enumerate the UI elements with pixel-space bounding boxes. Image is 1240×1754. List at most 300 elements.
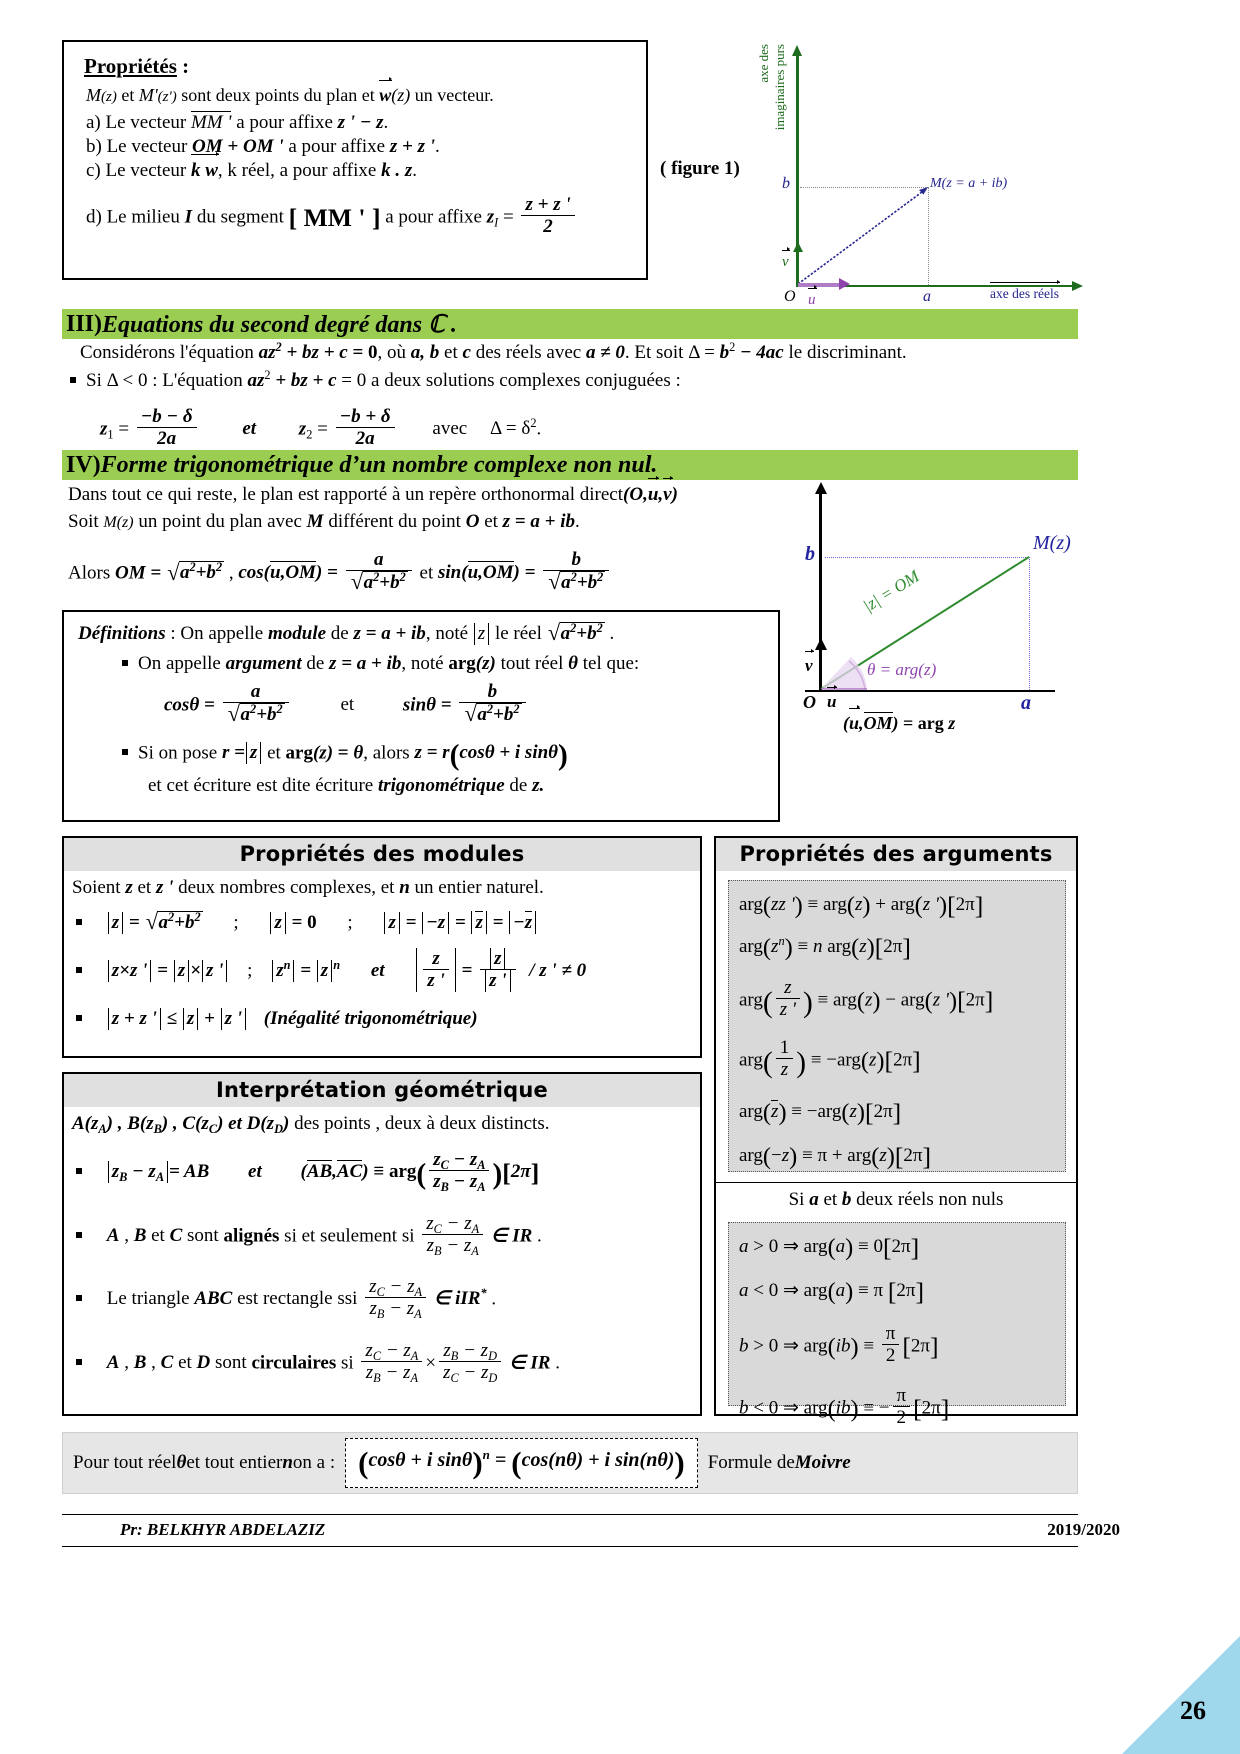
section3-title: Equations du second degré dans ℂ .: [102, 311, 457, 338]
figure1-b-text: b: [782, 175, 790, 192]
intro-tail: un vecteur.: [410, 85, 494, 105]
figure1-caption-text: ( figure 1): [660, 158, 740, 179]
definitions-line1: [78, 622, 764, 645]
mod-r2f3: $\frac{z}{z '}$ = $\frac{z}{z '}$: [415, 960, 518, 981]
arg-sign-3: b > 0 ⇒ arg(ib) ≡ $\frac{\pi}{2}$ [2π]: [739, 1323, 939, 1367]
def-cos-num: a: [250, 681, 261, 702]
def-b1d: tout réel: [495, 653, 569, 674]
geom-r4c: ∈ IR: [504, 1351, 551, 1373]
figure2-u-text: u: [827, 692, 837, 711]
section4-title: Forme trigonométrique d’un nombre complexe non nul.: [100, 451, 658, 478]
geom-title-text: Interprétation géométrique: [215, 1078, 548, 1102]
footer-author-name: BELKHYR ABDELAZIZ: [146, 1520, 326, 1539]
mod-r3f1: z + z ' ≤ z + z ': [107, 1008, 247, 1029]
s4-sin-frac: [543, 549, 609, 594]
arguments-title: [716, 838, 1076, 871]
figure2-v-text: v: [805, 656, 813, 675]
definitions-box: [62, 610, 780, 822]
geom-r4frac1: $\frac{z_C - z_A}{z_B - z_A}$: [358, 1352, 425, 1373]
bullet-icon: [76, 1015, 82, 1021]
intro-zp: (z'): [157, 89, 177, 105]
geom-r3a: Le triangle ABC est rectangle ssi: [106, 1288, 363, 1310]
geom-row-2: A , B et C sont alignés si et seulement si $\frac{z_C - z_A}{z_B - z_A}$ ∈ IR .: [64, 1193, 700, 1257]
definitions-bullet2: [122, 740, 764, 773]
proprietes-item-b: [86, 136, 632, 158]
geom-intro-t: des points , deux à deux distincts.: [294, 1113, 550, 1134]
mod-zp: z ': [155, 877, 174, 898]
definitions-bullet1: [122, 653, 764, 675]
s4-l2d: et: [479, 511, 503, 532]
s3-abc: a, b: [410, 342, 440, 363]
arg-sub-c: deux réels non nuls: [851, 1189, 1004, 1210]
geometric-box: [62, 1072, 702, 1416]
item-c-formula: k . z: [381, 160, 413, 181]
proprietes-intro: [86, 85, 632, 106]
section4-line1: [68, 484, 808, 506]
def-sin-lhs: sinθ =: [402, 694, 457, 716]
def-b2c: , alors: [363, 742, 415, 764]
figure1-a-label: [923, 288, 931, 306]
footer-rule-2: [62, 1546, 1078, 1547]
section3-header: [62, 309, 1078, 339]
item-d-sub: I: [494, 215, 499, 230]
def-r: r = z: [222, 742, 262, 763]
modules-title: [64, 838, 700, 871]
item-d-lhs: z: [486, 206, 495, 228]
arg-formula-4: arg( $\frac{1}{z}$ ) ≡ −arg(z)[2π]: [739, 1036, 921, 1080]
item-d-fraction: [521, 194, 574, 238]
s3-l1b: , où: [377, 342, 411, 363]
geom-r1et: et: [248, 1161, 262, 1183]
page-number: [1180, 1696, 1206, 1726]
s3-z2: z: [298, 418, 307, 440]
figure1-y-label-2: imaginaires purs: [772, 44, 787, 131]
mod-n: n: [399, 877, 410, 898]
s3-b1cond: Δ < 0: [106, 370, 148, 391]
s4-O: O: [465, 511, 480, 532]
item-d-mid2: a pour affixe: [380, 206, 487, 228]
s4-cos-den: √ $a^2+b^2$: [351, 571, 408, 593]
def-b1b: de: [301, 653, 330, 674]
moivre-strip: [62, 1432, 1078, 1494]
item-b-mid: a pour affixe: [283, 136, 390, 157]
figure2: [805, 480, 1090, 765]
item-c-before: Le vecteur: [105, 160, 191, 181]
moivre-lead-a: Pour tout réel: [73, 1452, 177, 1473]
arg-sub-ab: a: [809, 1189, 819, 1210]
s4-sin: sin(u,OM) =: [438, 562, 541, 584]
bullet-icon: [76, 967, 82, 973]
geom-r3frac: $\frac{z_C - z_A}{z_B - z_A}$: [362, 1288, 429, 1309]
figure2-theta-text: θ = arg(z): [867, 660, 937, 679]
item-a-vector: MM ': [190, 112, 232, 133]
s4-cos-num: a: [373, 549, 384, 570]
item-c-label: c): [86, 160, 101, 181]
item-a-after: .: [383, 112, 389, 133]
item-d-segment: [ MM ' ]: [288, 203, 381, 233]
geom-r2frac: $\frac{z_C - z_A}{z_B - z_A}$: [419, 1225, 486, 1246]
arguments-title-text: Propriétés des arguments: [739, 842, 1053, 866]
figure1-u-label: [808, 292, 816, 309]
def-b2a: Si on pose: [138, 742, 222, 764]
item-c-mid: , k réel, a pour affixe: [217, 160, 382, 181]
moivre-theta: θ: [176, 1452, 187, 1473]
s4-sqrt1: √ $a^2+b^2$: [167, 561, 224, 584]
moivre-name: Moivre: [794, 1452, 851, 1473]
arg-sub-b: et: [818, 1189, 842, 1210]
def-b2l2a: et cet écriture est dite écriture: [148, 774, 378, 796]
mod-r2f4: / z ' ≠ 0: [529, 960, 587, 982]
footer-year-text: 2019/2020: [1047, 1520, 1120, 1539]
figure1-a-text: a: [923, 288, 931, 305]
s3-l1c: et: [439, 342, 463, 363]
s4-comma: ,: [224, 562, 239, 584]
arg-sub-bb: b: [841, 1189, 852, 1210]
figure2-origin-text: O: [803, 692, 816, 712]
section4-line3: [68, 549, 808, 594]
s3-b1c: a deux solutions complexes conjuguées :: [366, 370, 681, 391]
item-d-I: I: [184, 206, 193, 228]
item-b-vector: OM + OM ': [192, 136, 284, 157]
intro-Mp: M': [138, 85, 158, 105]
mod-r2f2: $z^n = z$ $^n$: [271, 960, 340, 981]
s3-l1a: Considérons l'équation: [80, 342, 259, 363]
item-d-label: d): [86, 206, 102, 228]
s4-sin-den: √ $a^2+b^2$: [548, 571, 605, 593]
def-l1c: , noté: [425, 623, 473, 644]
moivre-n: n: [282, 1452, 293, 1473]
def-title: Définitions: [78, 623, 166, 644]
figure1-point-text: M(z = a + ib): [930, 176, 1008, 191]
def-cos-frac: [223, 681, 289, 726]
s4-sin-num: b: [571, 549, 581, 570]
s3-z1sub: 1: [107, 427, 114, 442]
figure1-u-vector-line: [798, 283, 840, 287]
arguments-subtitle: [716, 1182, 1076, 1211]
def-l1a: On appelle: [180, 623, 268, 644]
section3-number: III): [66, 310, 103, 337]
mod-r1s2: ;: [347, 912, 353, 933]
def-trig: trigonométrique: [377, 774, 505, 796]
s4-mz: M(z): [103, 514, 134, 531]
geom-r3b: ∈ iIR*: [429, 1286, 487, 1310]
def-arg: argument: [225, 653, 302, 674]
figure1-u-text: u: [808, 292, 816, 308]
s4-l2b: un point du plan avec: [133, 511, 307, 532]
section3-solutions: $z_1$ = $\frac{-b - \delta}{2a}$ et $z_2$ = $\frac{-b + \delta}{2a}$ avec $\Delta = \delta^2$.: [100, 406, 542, 450]
item-d-before: Le milieu: [106, 206, 185, 228]
intro-M: M: [86, 85, 101, 105]
s3-avec: avec: [432, 418, 468, 440]
def-module: module: [267, 623, 327, 644]
s4-M: M: [306, 511, 324, 532]
modules-box: [62, 836, 702, 1058]
s4-z: z = a + ib: [502, 511, 575, 532]
s3-cc: c: [462, 342, 471, 363]
figure1-caption: [660, 158, 740, 180]
figure1-v-text: v: [782, 254, 789, 270]
proprietes-title-text: Propriétés: [84, 54, 177, 78]
mod-r1f1: z = √ $a^2+b^2$: [107, 912, 203, 933]
arg-sign-2: a < 0 ⇒ arg(a) ≡ π [2π]: [739, 1277, 925, 1306]
figure2-theta-label: [867, 660, 936, 680]
def-l1e: .: [604, 623, 615, 644]
item-b-formula: z + z ': [389, 136, 435, 157]
s4-cos: cos(u,OM) =: [238, 562, 343, 584]
mod-id: un entier naturel.: [409, 877, 544, 898]
mod-r3note: (Inégalité trigonométrique): [263, 1007, 478, 1029]
s3-z2sub: 2: [306, 427, 313, 442]
figure2-v-label: [805, 656, 813, 676]
footer-author-prefix: Pr:: [120, 1520, 147, 1539]
s4-l2e: .: [574, 511, 580, 532]
bullet-icon: [76, 1359, 82, 1365]
figure1-x-axis-text: axe des réels: [990, 286, 1059, 301]
s3-z2num: −b + δ: [339, 406, 391, 427]
section4-line2: [68, 511, 808, 533]
s3-l1e: . Et soit: [624, 342, 689, 363]
def-et: et: [340, 694, 355, 716]
figure2-v-arrow: [815, 638, 827, 650]
mod-ic: deux nombres complexes, et: [173, 877, 400, 898]
def-form: z = r(cosθ + i sinθ): [414, 739, 568, 772]
def-l1d: le réel: [490, 623, 547, 644]
section4-header: [62, 450, 1078, 480]
def-sin-den: √ $a^2+b^2$: [464, 703, 521, 725]
s3-z2-frac: [336, 406, 395, 450]
geom-r2c: ∈ IR: [486, 1224, 533, 1246]
item-d-num: z + z ': [525, 194, 571, 215]
proprietes-title-colon: :: [176, 54, 190, 78]
s3-b1b: : L'équation: [147, 370, 248, 391]
def-sqrt: √ $a^2+b^2$: [548, 622, 605, 645]
arg-sign-1: a > 0 ⇒ arg(a) ≡ 0[2π]: [739, 1233, 920, 1262]
s3-z1den: 2a: [137, 427, 197, 449]
proprietes-box: [62, 40, 648, 280]
proprietes-item-c: [86, 160, 632, 182]
figure2-a-text: a: [1021, 692, 1031, 714]
geom-row-4: A , B , C et D sont circulaires si $\frac{z_C - z_A}{z_B - z_A}$ × $\frac{z_B - z_D}{z_C - z_D}$ ∈ IR .: [64, 1320, 700, 1384]
geom-row-3: Le triangle ABC est rectangle ssi $\frac{z_C - z_A}{z_B - z_A}$ ∈ iIR* .: [64, 1256, 700, 1320]
mod-ia: Soient: [72, 877, 126, 898]
geom-r1b: (AB,AC) ≡ arg( $\frac{z_C - z_A}{z_B - z_A}$ )[2π]: [300, 1149, 540, 1195]
figure1-v-arrow: [793, 242, 803, 252]
def-b2b: et: [262, 742, 286, 764]
item-c-vector: k w: [190, 160, 218, 181]
def-argeq: arg(z) = θ: [285, 742, 364, 764]
bullet-icon: [76, 1232, 82, 1238]
footer-year: [1047, 1520, 1120, 1540]
figure1-x-axis-label: [990, 286, 1059, 302]
item-c-after: .: [412, 160, 418, 181]
s3-z2den: 2a: [336, 427, 395, 449]
geom-title: [64, 1074, 700, 1107]
modules-row-3: [64, 992, 700, 1030]
s4-l2a: Soit: [68, 511, 104, 532]
modules-intro: [64, 871, 700, 899]
figure1-om-vector: [760, 42, 1090, 292]
section3-bullet1: [70, 370, 1080, 392]
item-d-eq: =: [498, 206, 519, 228]
figure1-y-label-1: axe des: [756, 44, 771, 83]
s3-disc: $\Delta = b^2 - 4ac$: [688, 340, 784, 363]
figure2-point-label: [1033, 532, 1071, 555]
item-b-label: b): [86, 136, 102, 157]
page-number-text: 26: [1180, 1696, 1206, 1725]
geom-r2b: si et seulement si: [279, 1224, 420, 1246]
geom-row-1: [64, 1135, 700, 1193]
definitions-formulas: [164, 681, 764, 726]
bullet-icon: [70, 377, 76, 383]
intro-text: sont deux points du plan et: [176, 85, 380, 105]
item-b-after: .: [435, 136, 440, 157]
def-cos-lhs: cosθ =: [164, 694, 220, 716]
s3-l1f: le discriminant.: [783, 342, 907, 363]
bullet-icon: [122, 660, 128, 666]
def-l1b: de: [326, 623, 354, 644]
arg-formula-6: arg(−z) ≡ π + arg(z)[2π]: [739, 1142, 932, 1172]
footer-author: [120, 1520, 325, 1540]
geom-r4frac2: $\frac{z_B - z_D}{z_C - z_D}$: [436, 1352, 504, 1373]
arguments-formula-group: [728, 880, 1066, 1172]
s3-et: et: [242, 418, 257, 440]
geom-r2a: A , B et C sont: [106, 1224, 224, 1246]
s4-et: et: [414, 562, 438, 584]
moivre-lead-c: on a :: [292, 1452, 336, 1473]
arguments-sign-group: [728, 1222, 1066, 1428]
figure1-v-label: [782, 254, 789, 271]
geom-r1a: $z_B - z_A$ = AB: [107, 1161, 210, 1182]
bullet-icon: [76, 1168, 82, 1174]
item-b-before: Le vecteur: [106, 136, 193, 157]
geom-r2bold: alignés: [223, 1224, 280, 1246]
intro-z: (z): [101, 89, 117, 105]
s3-l1d: des réels avec: [470, 342, 586, 363]
bullet-icon: [76, 919, 82, 925]
modules-row-1: [64, 899, 700, 934]
s3-eq2: $az^2$ + bz + c = 0: [247, 368, 367, 391]
figure1: [756, 42, 1090, 308]
page-corner-decoration: [1122, 1636, 1240, 1754]
mod-r2s1: ;: [247, 960, 253, 982]
mod-r1s1: ;: [233, 912, 239, 933]
arguments-box: [714, 836, 1078, 1428]
def-sin-frac: [459, 681, 525, 726]
figure1-point-label: [930, 176, 1007, 192]
section4-number: IV): [66, 451, 101, 478]
def-b1z: z = a + ib: [329, 653, 402, 674]
mod-r1f2: z = 0: [269, 912, 316, 933]
mod-r1f3: z = −z = z = −z: [383, 912, 537, 933]
proprietes-title: [84, 54, 632, 79]
def-b1c: , noté: [401, 653, 449, 674]
def-b1e: tel que:: [578, 653, 640, 674]
bullet-icon: [76, 1295, 82, 1301]
item-a-label: a): [86, 112, 101, 133]
s4-repere: (O,u,v): [623, 484, 678, 505]
s3-b1a: Si: [86, 370, 107, 391]
moivre-lead-b: et tout entier: [186, 1452, 283, 1473]
figure2-u-label: [827, 692, 836, 712]
footer-rule: [62, 1514, 1078, 1515]
geom-intro-f: $A(z_A)$ , $B(z_B)$ , $C(z_C)$ et $D(z_D)$: [72, 1113, 290, 1136]
arg-sign-4: b < 0 ⇒ arg(ib) ≡ − $\frac{\pi}{2}$ [2π]: [739, 1384, 950, 1428]
item-a-before: Le vecteur: [105, 112, 191, 133]
item-a-mid: a pour affixe: [231, 112, 338, 133]
def-theta: θ: [568, 653, 578, 674]
moivre-formula-box: (cosθ + i sinθ)$^n$ = (cos(nθ) + i sin(nθ)): [345, 1438, 698, 1488]
figure2-a-label: [1021, 692, 1031, 715]
s3-z1: z: [100, 418, 108, 440]
item-d-mid: du segment: [192, 206, 289, 228]
def-abs: z: [474, 623, 489, 645]
s3-cond: a ≠ 0: [585, 342, 625, 363]
mod-z: z: [125, 877, 133, 898]
arg-sub-a: Si: [788, 1189, 810, 1210]
def-cos-den: √ $a^2+b^2$: [228, 703, 285, 725]
bullet-icon: [122, 749, 128, 755]
figure2-point-text: M(z): [1033, 532, 1071, 554]
proprietes-item-d: [86, 194, 632, 238]
def-b2l2b: de: [504, 774, 533, 796]
geom-r4b: si: [336, 1351, 359, 1373]
s3-z1num: −b − δ: [140, 406, 193, 427]
item-a-formula: z ' − z: [337, 112, 384, 133]
figure2-bottom-label: (u,OM) = arg z: [843, 713, 956, 733]
mod-r2s2: et: [370, 960, 385, 982]
intro-et: et: [116, 85, 139, 105]
def-b2dot: .: [539, 774, 545, 796]
figure2-origin-label: [803, 692, 816, 713]
s4-l1a: Dans tout ce qui reste, le plan est rapporté à un repère orthonormal direct: [68, 484, 624, 505]
s3-eq1: $az^2$ + bz + c = 0: [258, 340, 378, 363]
geom-r4bold: circulaires: [251, 1351, 337, 1373]
intro-w-vector: w: [379, 85, 392, 105]
moivre-trail-a: Formule de: [707, 1452, 795, 1473]
proprietes-item-a: [86, 111, 632, 134]
figure1-origin-label: [784, 288, 796, 306]
s3-z1-frac: [137, 406, 197, 450]
s4-cos-frac: [346, 549, 412, 594]
mod-r2f1: z×z ' = z × z ': [107, 960, 229, 981]
s3-avec-eq: $\Delta = \delta^2$: [489, 416, 537, 440]
section3-line1: [80, 342, 1080, 364]
item-d-den: 2: [521, 215, 574, 237]
intro-wz: (z): [391, 85, 411, 105]
figure2-modulus-text: |z| = OM: [859, 566, 923, 616]
arg-formula-2: $arg(z^n) \equiv n$ arg(z)[2π]: [739, 933, 911, 962]
arg-formula-3: arg( $\frac{z}{z '}$ ) ≡ arg(z) − arg(z ')[2π]: [739, 977, 994, 1021]
s4-l2c: différent du point: [323, 511, 466, 532]
mod-ib: et: [132, 877, 156, 898]
s3-avec-dot: .: [536, 418, 542, 440]
s4-alors: Alors: [68, 562, 115, 584]
s4-om: OM =: [114, 562, 166, 584]
def-argz: arg(z): [448, 653, 496, 674]
geom-intro: [64, 1107, 700, 1135]
modules-title-text: Propriétés des modules: [239, 842, 525, 866]
definitions-bullet2-line2: [148, 775, 764, 797]
figure1-origin-text: O: [784, 288, 796, 305]
arg-formula-1: arg(zz ') ≡ arg(z) + arg(z ')[2π]: [739, 891, 984, 920]
def-z: z = a + ib: [353, 623, 426, 644]
def-sin-num: b: [487, 681, 498, 702]
arg-formula-5: arg(z) ≡ −arg(z)[2π]: [739, 1098, 902, 1128]
def-b1a: On appelle: [138, 653, 226, 674]
section3-body: [70, 342, 1080, 450]
def-colon: :: [165, 623, 181, 644]
figure1-u-arrow: [839, 278, 850, 290]
